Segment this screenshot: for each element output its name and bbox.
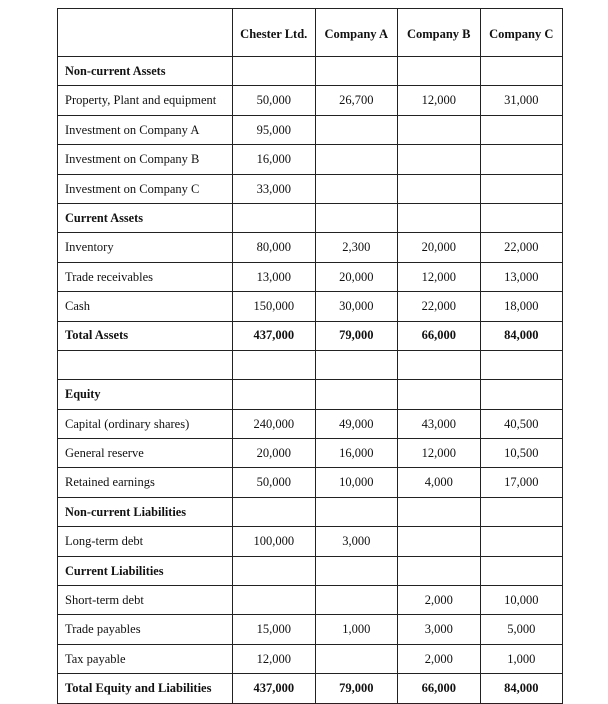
company-a-value: 20,000 [315, 262, 398, 291]
company-a-value: 10,000 [315, 468, 398, 497]
company-a-value: 49,000 [315, 409, 398, 438]
table-row [58, 409, 563, 438]
header-corner-cell [58, 9, 233, 57]
section-row [58, 57, 563, 86]
row-label: Tax payable [58, 644, 233, 673]
company-b-value: 4,000 [398, 468, 481, 497]
company-b-value [398, 497, 481, 526]
company-b-value: 66,000 [398, 674, 481, 703]
company-c-value [480, 145, 563, 174]
chester-ltd-value: 50,000 [233, 86, 316, 115]
section-row [58, 497, 563, 526]
section-heading: Non-current Assets [58, 57, 233, 86]
table-row [58, 468, 563, 497]
section-heading: Current Assets [58, 203, 233, 232]
company-a-value: 79,000 [315, 321, 398, 350]
company-c-value: 1,000 [480, 644, 563, 673]
company-c-value: 84,000 [480, 674, 563, 703]
company-b-value [398, 203, 481, 232]
company-a-value [315, 145, 398, 174]
row-label: Investment on Company B [58, 145, 233, 174]
company-b-value: 3,000 [398, 615, 481, 644]
row-label: Total Assets [58, 321, 233, 350]
company-b-value: 43,000 [398, 409, 481, 438]
company-a-value: 3,000 [315, 527, 398, 556]
section-row [58, 380, 563, 409]
header-chester-ltd: Chester Ltd. [233, 9, 316, 57]
company-b-value [398, 57, 481, 86]
row-label: General reserve [58, 439, 233, 468]
company-a-value: 16,000 [315, 439, 398, 468]
company-b-value [398, 145, 481, 174]
company-b-value [398, 350, 481, 379]
row-label: Short-term debt [58, 586, 233, 615]
chester-ltd-value: 80,000 [233, 233, 316, 262]
company-c-value [480, 57, 563, 86]
company-c-value: 10,000 [480, 586, 563, 615]
company-a-value: 26,700 [315, 86, 398, 115]
row-label: Trade payables [58, 615, 233, 644]
table-row [58, 586, 563, 615]
chester-ltd-value [233, 556, 316, 585]
company-a-value [315, 203, 398, 232]
company-a-value [315, 174, 398, 203]
company-c-value [480, 556, 563, 585]
row-label: Total Equity and Liabilities [58, 674, 233, 703]
chester-ltd-value: 13,000 [233, 262, 316, 291]
table-row [58, 527, 563, 556]
company-a-value: 1,000 [315, 615, 398, 644]
company-a-value [315, 644, 398, 673]
company-b-value [398, 556, 481, 585]
company-c-value: 17,000 [480, 468, 563, 497]
table-row [58, 262, 563, 291]
row-label: Investment on Company C [58, 174, 233, 203]
company-b-value [398, 174, 481, 203]
company-a-value [315, 57, 398, 86]
header-company-c: Company C [480, 9, 563, 57]
row-label: Retained earnings [58, 468, 233, 497]
row-label: Cash [58, 292, 233, 321]
chester-ltd-value: 50,000 [233, 468, 316, 497]
chester-ltd-value: 20,000 [233, 439, 316, 468]
company-c-value [480, 380, 563, 409]
balance-sheet-body [58, 9, 563, 704]
company-a-value [315, 586, 398, 615]
table-row [58, 644, 563, 673]
row-label: Property, Plant and equipment [58, 86, 233, 115]
total-row [58, 321, 563, 350]
row-label: Inventory [58, 233, 233, 262]
company-a-value: 2,300 [315, 233, 398, 262]
company-b-value [398, 527, 481, 556]
chester-ltd-value [233, 380, 316, 409]
company-b-value: 66,000 [398, 321, 481, 350]
company-c-value: 31,000 [480, 86, 563, 115]
section-heading: Non-current Liabilities [58, 497, 233, 526]
chester-ltd-value: 240,000 [233, 409, 316, 438]
company-a-value: 79,000 [315, 674, 398, 703]
company-b-value: 22,000 [398, 292, 481, 321]
chester-ltd-value: 12,000 [233, 644, 316, 673]
table-row [58, 615, 563, 644]
company-a-value [315, 497, 398, 526]
chester-ltd-value [233, 350, 316, 379]
company-c-value: 22,000 [480, 233, 563, 262]
company-a-value [315, 380, 398, 409]
company-b-value: 20,000 [398, 233, 481, 262]
chester-ltd-value: 95,000 [233, 115, 316, 144]
company-b-value: 12,000 [398, 439, 481, 468]
balance-sheet-table [57, 8, 563, 704]
table-row [58, 115, 563, 144]
chester-ltd-value: 100,000 [233, 527, 316, 556]
section-heading: Equity [58, 380, 233, 409]
company-c-value: 10,500 [480, 439, 563, 468]
company-c-value: 5,000 [480, 615, 563, 644]
row-label: Investment on Company A [58, 115, 233, 144]
company-b-value [398, 115, 481, 144]
section-heading: Current Liabilities [58, 556, 233, 585]
blank-row [58, 350, 563, 379]
company-c-value [480, 203, 563, 232]
section-row [58, 556, 563, 585]
chester-ltd-value [233, 57, 316, 86]
chester-ltd-value: 16,000 [233, 145, 316, 174]
chester-ltd-value: 15,000 [233, 615, 316, 644]
company-a-value [315, 556, 398, 585]
company-c-value [480, 174, 563, 203]
table-row [58, 86, 563, 115]
table-row [58, 233, 563, 262]
row-label: Trade receivables [58, 262, 233, 291]
company-c-value: 13,000 [480, 262, 563, 291]
company-a-value [315, 115, 398, 144]
table-row [58, 439, 563, 468]
company-c-value: 40,500 [480, 409, 563, 438]
chester-ltd-value: 150,000 [233, 292, 316, 321]
table-row [58, 174, 563, 203]
chester-ltd-value [233, 203, 316, 232]
header-company-b: Company B [398, 9, 481, 57]
section-row [58, 203, 563, 232]
company-c-value: 18,000 [480, 292, 563, 321]
company-b-value [398, 380, 481, 409]
company-b-value: 12,000 [398, 86, 481, 115]
chester-ltd-value [233, 586, 316, 615]
company-c-value [480, 115, 563, 144]
row-label [58, 350, 233, 379]
table-row [58, 292, 563, 321]
company-b-value: 2,000 [398, 586, 481, 615]
company-b-value: 2,000 [398, 644, 481, 673]
company-c-value [480, 350, 563, 379]
row-label: Capital (ordinary shares) [58, 409, 233, 438]
company-a-value: 30,000 [315, 292, 398, 321]
company-b-value: 12,000 [398, 262, 481, 291]
row-label: Long-term debt [58, 527, 233, 556]
company-c-value: 84,000 [480, 321, 563, 350]
chester-ltd-value: 437,000 [233, 674, 316, 703]
chester-ltd-value: 437,000 [233, 321, 316, 350]
total-row [58, 674, 563, 703]
chester-ltd-value: 33,000 [233, 174, 316, 203]
company-c-value [480, 497, 563, 526]
company-a-value [315, 350, 398, 379]
table-header-row [58, 9, 563, 57]
company-c-value [480, 527, 563, 556]
table-row [58, 145, 563, 174]
chester-ltd-value [233, 497, 316, 526]
header-company-a: Company A [315, 9, 398, 57]
